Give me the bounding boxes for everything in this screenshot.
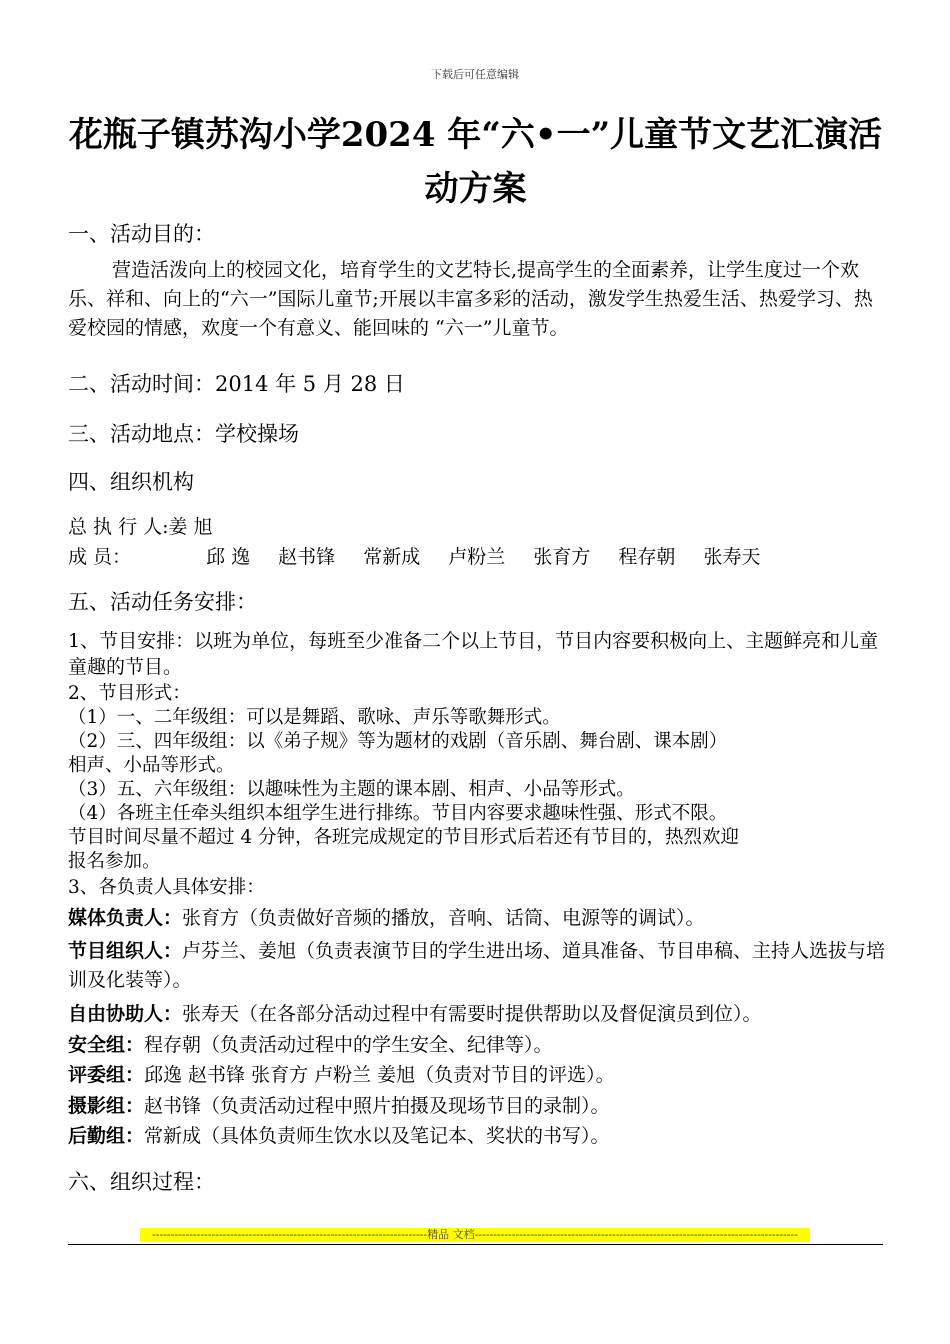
form-item-2a: （2）三、四年级组：以《弟子规》等为题材的戏剧（音乐剧、舞台剧、课本剧） [68, 731, 728, 752]
section-1-body [68, 256, 883, 343]
section-6-heading: 六、组织过程： [68, 1170, 215, 1194]
member-name: 常新成 [363, 546, 421, 568]
role-text: 程存朝（负责活动过程中的学生安全、纪律等）。 [144, 1034, 553, 1056]
role-label: 媒体负责人： [68, 907, 183, 929]
role-text: 常新成（具体负责师生饮水以及笔记本、奖状的书写）。 [144, 1125, 610, 1147]
role-safety [68, 1031, 888, 1060]
page-title: 花瓶子镇苏沟小学2024 年“六•一”儿童节文艺汇演活动方案 [68, 115, 883, 209]
role-program [68, 937, 888, 995]
section-1-heading: 一、活动目的： [68, 222, 215, 246]
leader-line: 总 执 行 人:姜 旭 [68, 516, 213, 538]
program-arrangement: 1、节目安排：以班为单位，每班至少准备二个以上节目，节目内容要积极向上、主题鲜亮和儿童童趣的节目。 [68, 630, 879, 678]
section-3-heading: 三、活动地点：学校操场 [68, 422, 299, 446]
role-label: 自由协助人： [68, 1003, 183, 1025]
role-media [68, 904, 888, 933]
program-form-heading: 2、节目形式： [68, 683, 191, 704]
role-text: 邱逸 赵书锋 张育方 卢粉兰 姜旭（负责对节目的评选）。 [144, 1064, 615, 1086]
role-text: 卢芬兰、姜旭（负责表演节目的学生进出场、道具准备、节目串稿、主持人选拔与培训及化装等）。 [68, 940, 886, 991]
responsibilities-heading: 3、各负责人具体安排： [68, 877, 265, 898]
role-assistant [68, 1000, 888, 1029]
section-5-heading: 五、活动任务安排： [68, 590, 257, 614]
form-item-4c: 报名参加。 [68, 851, 161, 872]
member-name: 卢粉兰 [448, 546, 506, 568]
role-logistics [68, 1122, 888, 1151]
role-label: 摄影组： [68, 1095, 145, 1117]
form-item-4a: （4）各班主任牵头组织本组学生进行排练。节目内容要求趣味性强、形式不限。 [68, 803, 728, 824]
form-item-3: （3）五、六年级组：以趣味性为主题的课本剧、相声、小品等形式。 [68, 779, 635, 800]
role-text: 赵书锋（负责活动过程中照片拍摄及现场节目的录制）。 [144, 1095, 610, 1117]
member-name: 邱 逸 [206, 546, 251, 568]
member-name: 赵书锋 [278, 546, 336, 568]
role-label: 节目组织人： [68, 940, 183, 962]
member-name: 张育方 [533, 546, 591, 568]
form-item-1: （1）一、二年级组：可以是舞蹈、歌咏、声乐等歌舞形式。 [68, 707, 561, 728]
role-text: 张育方（负责做好音频的播放，音响、话筒、电源等的调试）。 [182, 907, 705, 929]
header-note: 下载后可任意编辑 [431, 68, 519, 81]
section-1-text: 营造活泼向上的校园文化，培育学生的文艺特长,提高学生的全面素养，让学生度过一个欢乐、祥和、向上的“六一”国际儿童节;开展以丰富多彩的活动，激发学生热爱生活、热爱学习、热爱校园的情感，欢度一个有意义、能回味的 “六一”儿童节。 [68, 259, 873, 339]
member-name: 程存朝 [618, 546, 676, 568]
section-4-heading: 四、组织机构 [68, 470, 194, 494]
role-photography [68, 1092, 888, 1121]
role-label: 安全组： [68, 1034, 145, 1056]
footer-watermark: --------------------------------------------------------------------------精品 文档--------------------------------------------------------------------------------------- [140, 1228, 810, 1242]
role-label: 后勤组： [68, 1125, 145, 1147]
member-name: 张寿天 [703, 546, 761, 568]
members-line [68, 542, 782, 569]
section-2-heading: 二、活动时间：2014 年 5 月 28 日 [68, 372, 405, 396]
footer-divider [68, 1244, 883, 1245]
role-judges [68, 1061, 888, 1090]
role-text: 张寿天（在各部分活动过程中有需要时提供帮助以及督促演员到位）。 [182, 1003, 762, 1025]
form-item-2b: 相声、小品等形式。 [68, 755, 235, 776]
form-item-4b: 节目时间尽量不超过 4 分钟，各班完成规定的节目形式后若还有节目的，热烈欢迎 [68, 827, 740, 848]
members-label: 成 员： [68, 546, 132, 568]
role-label: 评委组： [68, 1064, 145, 1086]
